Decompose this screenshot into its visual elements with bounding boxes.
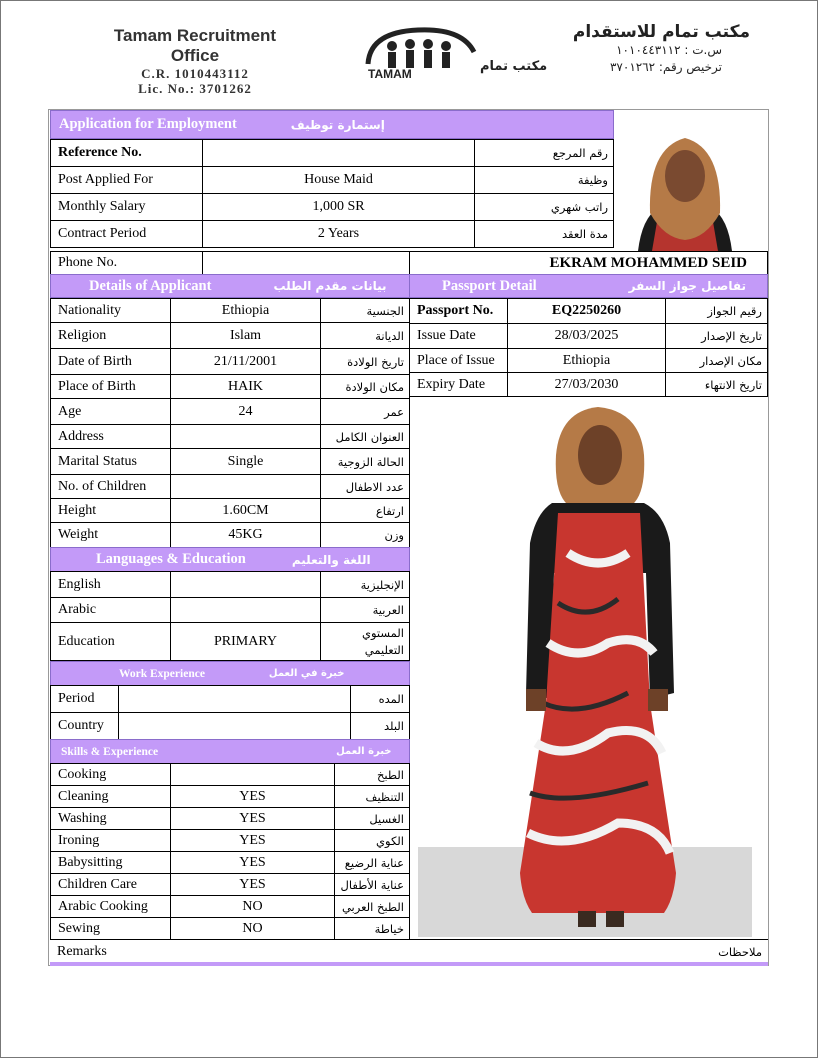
- arabic-cooking-label-ar: الطبخ العربي: [334, 895, 410, 918]
- remarks-label-ar: ملاحظات: [718, 944, 762, 959]
- issue-date-label: Issue Date: [409, 323, 508, 349]
- dob-label: Date of Birth: [50, 348, 171, 375]
- ironing-label-ar: الكوي: [334, 829, 410, 852]
- arabic-value: [170, 597, 321, 623]
- age-value: 24: [170, 398, 321, 425]
- cr-number-en: C.R. 1010443112: [141, 66, 249, 81]
- passport-no-label: Passport No.: [409, 298, 508, 324]
- reference-label-ar: رقم المرجع: [474, 139, 614, 167]
- details-title-ar: بيانات مقدم الطلب: [273, 279, 387, 293]
- work-header: [50, 661, 410, 686]
- height-label: Height: [50, 498, 171, 523]
- sewing-value: NO: [170, 917, 335, 940]
- country-value: [118, 712, 351, 740]
- phone-label: Phone No.: [50, 251, 203, 275]
- children-care-label: Children Care: [50, 873, 171, 896]
- work-title-ar: خبرة في العمل: [268, 668, 345, 679]
- address-label-ar: العنوان الكامل: [320, 424, 410, 449]
- post-label-ar: وظيفة: [474, 166, 614, 194]
- passport-header: [409, 274, 768, 298]
- education-label-ar: المستوي التعليمي: [320, 622, 410, 661]
- religion-value: Islam: [170, 322, 321, 349]
- english-label: English: [50, 571, 171, 598]
- washing-value: YES: [170, 807, 335, 830]
- office-name-en: Tamam Recruitment Office: [113, 26, 277, 65]
- place-of-issue-label: Place of Issue: [409, 348, 508, 373]
- babysitting-label-ar: عناية الرضيع: [334, 851, 410, 874]
- marital-label-ar: الحالة الزوجية: [320, 448, 410, 475]
- height-value: 1.60CM: [170, 498, 321, 523]
- remarks-row: [50, 939, 768, 963]
- applicant-name: EKRAM MOHAMMED SEID: [409, 251, 768, 275]
- application-title-ar: إستمارة توظيف: [290, 117, 385, 132]
- languages-title-ar: اللغة والتعليم: [291, 552, 371, 567]
- nationality-label: Nationality: [50, 298, 171, 323]
- passport-no-value: EQ2250260: [507, 298, 666, 324]
- details-header: [50, 274, 410, 298]
- skills-header: [50, 739, 410, 764]
- dob-label-ar: تاريخ الولادة: [320, 348, 410, 375]
- age-label-ar: عمر: [320, 398, 410, 425]
- post-value: House Maid: [202, 166, 475, 194]
- religion-label-ar: الديانة: [320, 322, 410, 349]
- remarks-label: Remarks: [57, 943, 107, 959]
- application-title-en: Application for Employment: [59, 116, 237, 132]
- place-of-issue-value: Ethiopia: [507, 348, 666, 373]
- height-label-ar: ارتفاع: [320, 498, 410, 523]
- sewing-label: Sewing: [50, 917, 171, 940]
- arabic-label: Arabic: [50, 597, 171, 623]
- cooking-label-ar: الطبخ: [334, 763, 410, 786]
- english-value: [170, 571, 321, 598]
- period-value: [118, 685, 351, 713]
- children-care-label-ar: عناية الأطفال: [334, 873, 410, 896]
- english-label-ar: الإنجليزية: [320, 571, 410, 598]
- passport-title-ar: تفاصيل جواز السفر: [628, 279, 746, 293]
- skills-title-ar: خبرة العمل: [336, 746, 392, 757]
- issue-date-label-ar: تاريخ الإصدار: [665, 323, 768, 349]
- ironing-label: Ironing: [50, 829, 171, 852]
- nationality-label-ar: الجنسية: [320, 298, 410, 323]
- cooking-label: Cooking: [50, 763, 171, 786]
- country-label-ar: البلد: [350, 712, 410, 740]
- place-of-issue-label-ar: مكان الإصدار: [665, 348, 768, 373]
- children-value: [170, 474, 321, 499]
- salary-value: 1,000 SR: [202, 193, 475, 221]
- languages-title-en: Languages & Education: [96, 551, 246, 567]
- arabic-cooking-label: Arabic Cooking: [50, 895, 171, 918]
- address-label: Address: [50, 424, 171, 449]
- cr-number-ar: س.ت : ١٠١٠٤٤٣١١٢: [616, 43, 722, 57]
- salary-label-ar: راتب شهري: [474, 193, 614, 221]
- children-label: No. of Children: [50, 474, 171, 499]
- dob-value: 21/11/2001: [170, 348, 321, 375]
- office-name-ar: مكتب تمام للاستقدام: [572, 22, 750, 42]
- age-label: Age: [50, 398, 171, 425]
- license-number-ar: ترخيص رقم: ٣٧٠١٢٦٢: [609, 60, 722, 74]
- ironing-value: YES: [170, 829, 335, 852]
- application-header: [50, 110, 614, 139]
- babysitting-label: Babysitting: [50, 851, 171, 874]
- salary-label: Monthly Salary: [50, 193, 203, 221]
- pob-label: Place of Birth: [50, 374, 171, 399]
- washing-label-ar: الغسيل: [334, 807, 410, 830]
- passport-no-label-ar: رقيم الجواز: [665, 298, 768, 324]
- languages-header: [50, 547, 410, 572]
- applicant-portrait-small: [628, 118, 742, 251]
- work-title-en: Work Experience: [119, 667, 205, 680]
- office-info-en: [92, 26, 298, 96]
- applicant-full-photo: [418, 403, 767, 937]
- babysitting-value: YES: [170, 851, 335, 874]
- weight-label-ar: وزن: [320, 522, 410, 548]
- logo-text-en: TAMAM: [368, 67, 412, 81]
- country-label: Country: [50, 712, 119, 740]
- washing-label: Washing: [50, 807, 171, 830]
- passport-title-en: Passport Detail: [442, 277, 537, 294]
- marital-value: Single: [170, 448, 321, 475]
- arabic-cooking-value: NO: [170, 895, 335, 918]
- pob-label-ar: مكان الولادة: [320, 374, 410, 399]
- expiry-date-label: Expiry Date: [409, 372, 508, 397]
- portrait-small-image: [628, 118, 742, 251]
- sewing-label-ar: خياطة: [334, 917, 410, 940]
- tamam-logo: [362, 24, 548, 81]
- reference-label: Reference No.: [50, 139, 203, 167]
- education-value: PRIMARY: [170, 622, 321, 661]
- issue-date-value: 28/03/2025: [507, 323, 666, 349]
- office-info-ar: [520, 22, 750, 76]
- children-care-value: YES: [170, 873, 335, 896]
- pob-value: HAIK: [170, 374, 321, 399]
- phone-value: [202, 251, 410, 275]
- remarks-bottom-bar: [50, 962, 768, 966]
- skills-title-en: Skills & Experience: [61, 745, 159, 758]
- license-number-en: Lic. No.: 3701262: [138, 81, 252, 96]
- period-label: Period: [50, 685, 119, 713]
- period-label-ar: المده: [350, 685, 410, 713]
- cleaning-value: YES: [170, 785, 335, 808]
- contract-label-ar: مدة العقد: [474, 220, 614, 248]
- post-label: Post Applied For: [50, 166, 203, 194]
- religion-label: Religion: [50, 322, 171, 349]
- details-title-en: Details of Applicant: [89, 277, 212, 294]
- children-label-ar: عدد الاطفال: [320, 474, 410, 499]
- reference-value: [202, 139, 475, 167]
- arabic-label-ar: العربية: [320, 597, 410, 623]
- weight-value: 45KG: [170, 522, 321, 548]
- contract-label: Contract Period: [50, 220, 203, 248]
- expiry-date-label-ar: تاريخ الانتهاء: [665, 372, 768, 397]
- contract-value: 2 Years: [202, 220, 475, 248]
- education-label: Education: [50, 622, 171, 661]
- logo-text-ar: مكتب تمام: [480, 59, 548, 74]
- weight-label: Weight: [50, 522, 171, 548]
- expiry-date-value: 27/03/2030: [507, 372, 666, 397]
- nationality-value: Ethiopia: [170, 298, 321, 323]
- marital-label: Marital Status: [50, 448, 171, 475]
- cooking-value: [170, 763, 335, 786]
- full-photo-image: [418, 403, 767, 937]
- cleaning-label-ar: التنظيف: [334, 785, 410, 808]
- cleaning-label: Cleaning: [50, 785, 171, 808]
- address-value: [170, 424, 321, 449]
